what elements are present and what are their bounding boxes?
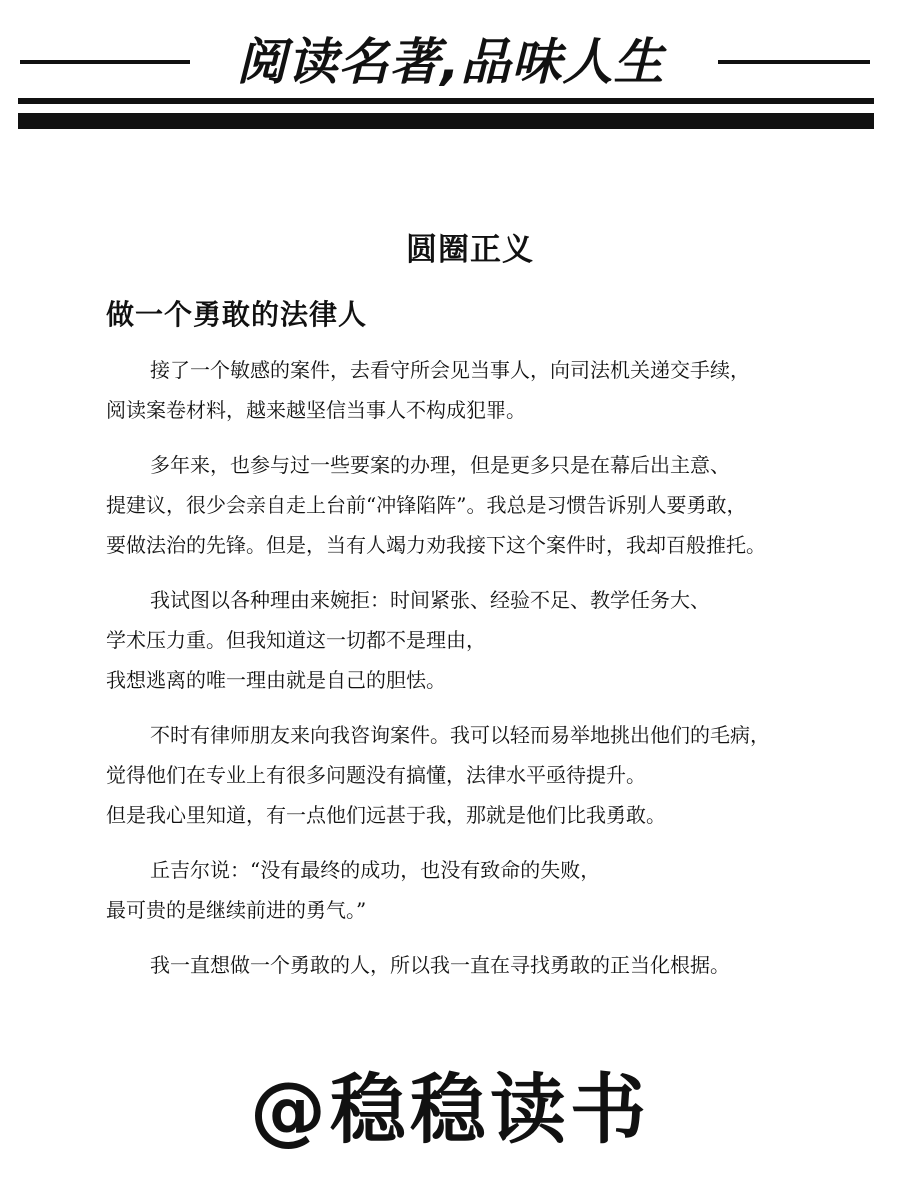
paragraph-line: 我想逃离的唯一理由就是自己的胆怯。: [106, 668, 446, 692]
paragraph-line: 阅读案卷材料，越来越坚信当事人不构成犯罪。: [106, 398, 526, 422]
paragraph-line: 接了一个敏感的案件，去看守所会见当事人，向司法机关递交手续，: [150, 358, 750, 382]
header-rule-right: [718, 60, 870, 64]
paragraph-line: 觉得他们在专业上有很多问题没有搞懂，法律水平亟待提升。: [106, 763, 646, 787]
article-body: [106, 350, 836, 1000]
paragraph-4: [106, 715, 836, 835]
header-title: 阅读名著,品味人生: [236, 33, 665, 91]
paragraph-line: 最可贵的是继续前进的勇气。”: [106, 898, 367, 922]
header-bar-thin: [18, 98, 874, 104]
footer-signature: @稳稳读书: [250, 1065, 650, 1154]
paragraph-line: 我一直想做一个勇敢的人，所以我一直在寻找勇敢的正当化根据。: [150, 953, 730, 977]
paragraph-6: [106, 945, 836, 985]
paragraph-line: 不时有律师朋友来向我咨询案件。我可以轻而易举地挑出他们的毛病，: [150, 723, 770, 747]
paragraph-line: 要做法治的先锋。但是，当有人竭力劝我接下这个案件时，我却百般推托。: [106, 533, 766, 557]
header-bar-thick: [18, 113, 874, 129]
article-subtitle: 做一个勇敢的法律人: [106, 298, 368, 331]
paragraph-3: [106, 580, 836, 700]
paragraph-line: 我试图以各种理由来婉拒：时间紧张、经验不足、教学任务大、: [150, 588, 710, 612]
paragraph-2: [106, 445, 836, 565]
paragraph-1: [106, 350, 836, 430]
article-title: 圆圈正义: [406, 232, 534, 268]
paragraph-line: 学术压力重。但我知道这一切都不是理由，: [106, 628, 486, 652]
paragraph-5: [106, 850, 836, 930]
header-rule-left: [20, 60, 190, 64]
paragraph-line: 多年来，也参与过一些要案的办理，但是更多只是在幕后出主意、: [150, 453, 730, 477]
paragraph-line: 但是我心里知道，有一点他们远甚于我，那就是他们比我勇敢。: [106, 803, 666, 827]
paragraph-line: 提建议，很少会亲自走上台前“冲锋陷阵”。我总是习惯告诉别人要勇敢，: [106, 493, 747, 517]
page-header: [18, 0, 874, 140]
paragraph-line: 丘吉尔说：“没有最终的成功，也没有致命的失败，: [150, 858, 601, 882]
